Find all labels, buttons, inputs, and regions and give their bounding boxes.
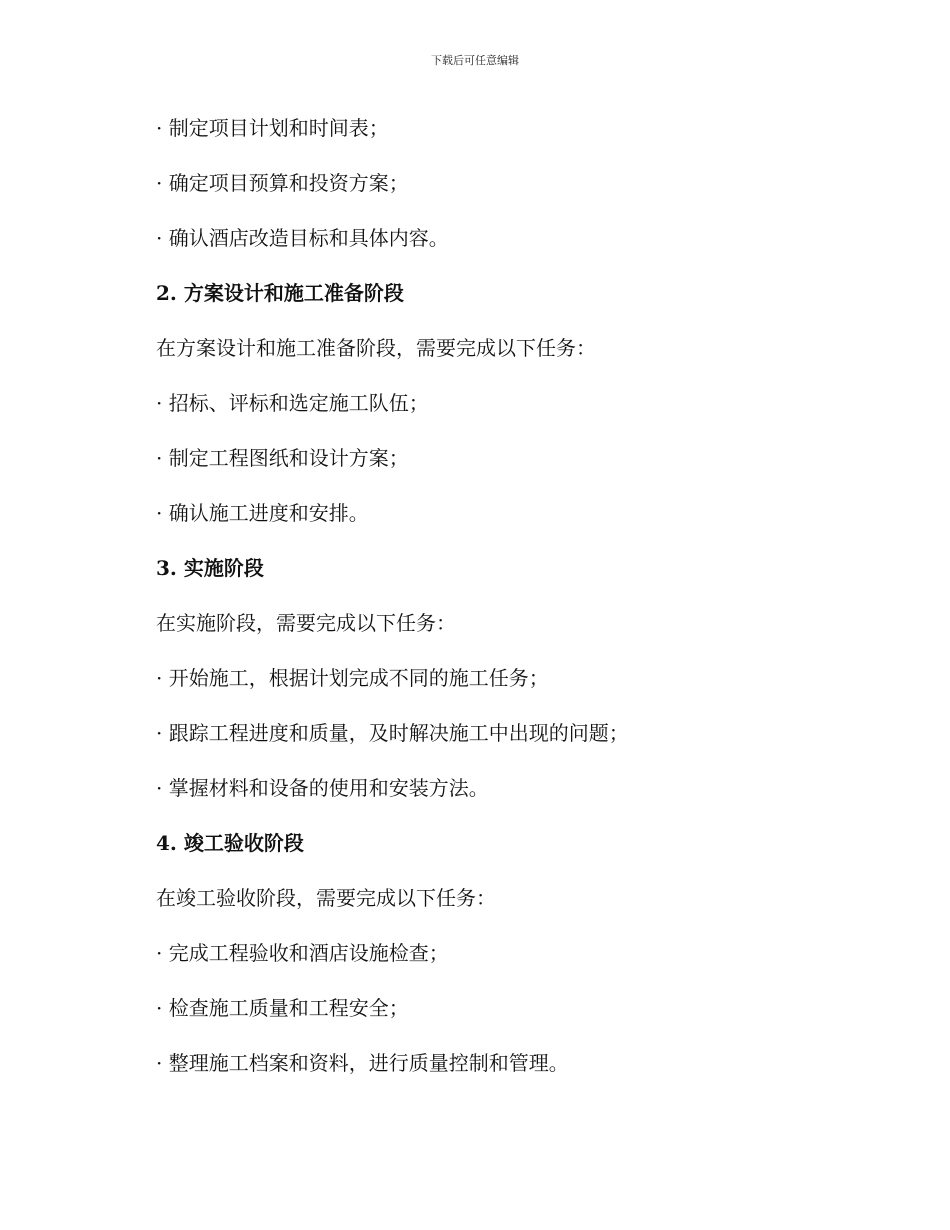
document-body xyxy=(156,108,796,1098)
list-item: · 掌握材料和设备的使用和安装方法。 xyxy=(156,776,489,800)
section-heading: 3. 实施阶段 xyxy=(156,556,264,580)
list-item: · 检查施工质量和工程安全； xyxy=(156,996,409,1020)
list-item: · 确认酒店改造目标和具体内容。 xyxy=(156,226,449,250)
list-item: · 开始施工，根据计划完成不同的施工任务； xyxy=(156,666,549,690)
list-item: · 招标、评标和选定施工队伍； xyxy=(156,391,429,415)
list-item: · 制定项目计划和时间表； xyxy=(156,116,389,140)
section-heading: 4. 竣工验收阶段 xyxy=(156,831,304,855)
list-item: · 完成工程验收和酒店设施检查； xyxy=(156,941,449,965)
list-item: · 确认施工进度和安排。 xyxy=(156,501,369,525)
list-item: · 制定工程图纸和设计方案； xyxy=(156,446,409,470)
paragraph: 在竣工验收阶段，需要完成以下任务： xyxy=(156,886,496,910)
page-header: 下载后可任意编辑 xyxy=(431,54,519,67)
list-item: · 整理施工档案和资料，进行质量控制和管理。 xyxy=(156,1051,569,1075)
list-item: · 确定项目预算和投资方案； xyxy=(156,171,409,195)
section-heading: 2. 方案设计和施工准备阶段 xyxy=(156,281,404,305)
list-item: · 跟踪工程进度和质量，及时解决施工中出现的问题； xyxy=(156,721,629,745)
paragraph: 在方案设计和施工准备阶段，需要完成以下任务： xyxy=(156,336,596,360)
paragraph: 在实施阶段，需要完成以下任务： xyxy=(156,611,456,635)
